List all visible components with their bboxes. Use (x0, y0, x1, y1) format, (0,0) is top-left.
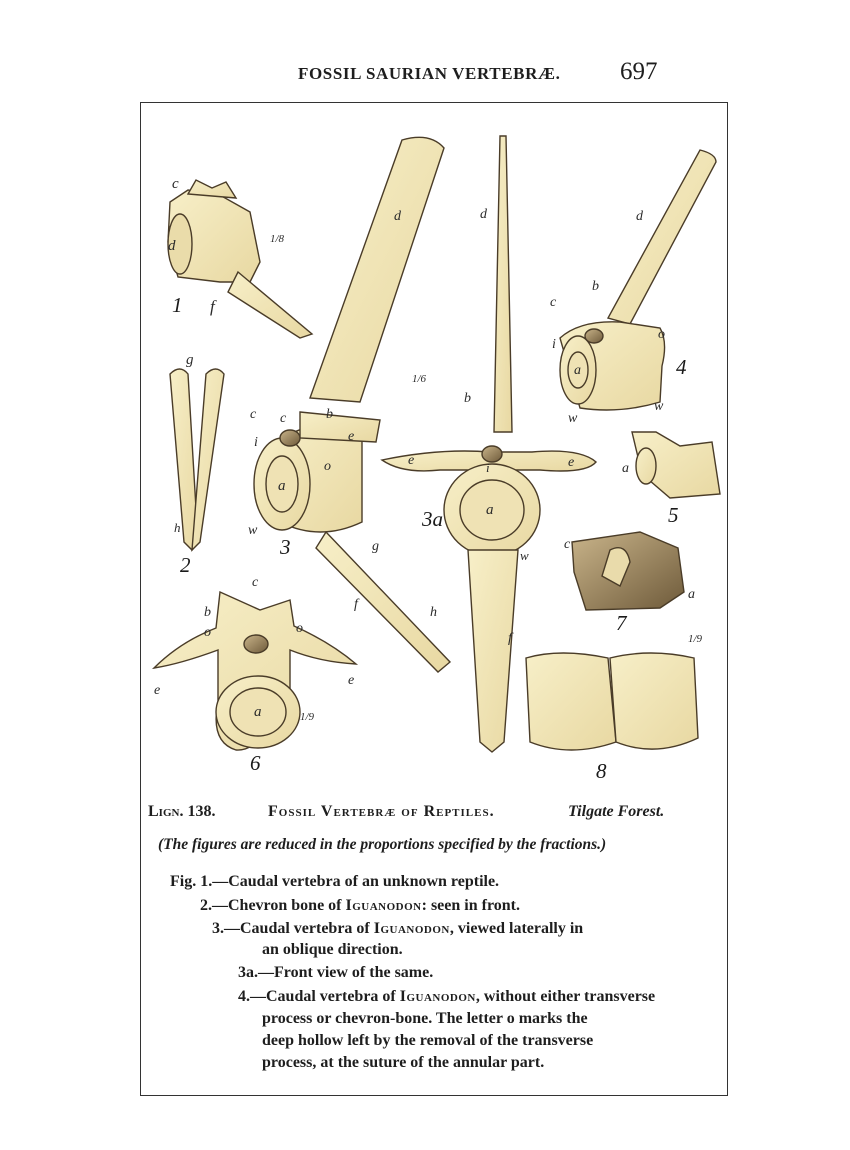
caption-note: (The figures are reduced in the proportions specified by the fractions.) (158, 836, 607, 853)
label-e-3a-right: e (568, 455, 575, 470)
legend-fig3-prefix: 3.— (212, 920, 240, 937)
label-a-7: a (688, 587, 695, 602)
legend-fig3a-text: Front view of the same. (274, 964, 434, 981)
legend-fig3 (212, 920, 583, 938)
caption-title: Fossil Vertebræ of Reptiles. (268, 803, 495, 820)
figure-8-vertebrae-pair (526, 653, 698, 750)
fraction-1-9-fig6: 1/9 (300, 711, 315, 723)
legend-fig2-name: Iguanodon (345, 897, 422, 914)
figure-number-7: 7 (616, 611, 627, 635)
legend-fig1 (170, 873, 499, 891)
label-c-3b: c (280, 411, 287, 426)
label-e-6-left: e (154, 683, 161, 698)
legend-fig4-text-a: Caudal vertebra of (266, 988, 400, 1005)
figure-number-1: 1 (172, 293, 183, 317)
label-g: g (186, 352, 194, 368)
label-o-6-right: o (296, 621, 303, 636)
label-c: c (172, 176, 179, 192)
label-b-3: b (326, 407, 333, 422)
label-h-3: h (430, 605, 437, 620)
label-h: h (174, 520, 181, 535)
label-o-3: o (324, 459, 331, 474)
legend-fig3a (238, 964, 433, 982)
label-a-4: a (574, 363, 581, 378)
label-e-6-right: e (348, 673, 355, 688)
figure-number-8: 8 (596, 759, 607, 783)
figure-number-2: 2 (180, 553, 191, 577)
figure-1-caudal-vertebra (168, 180, 312, 338)
figure-3-caudal-vertebra-iguanodon (254, 137, 450, 672)
legend-fig2 (200, 897, 520, 915)
label-c-3: c (250, 407, 257, 422)
figure-number-4: 4 (676, 355, 687, 379)
label-a-3: a (278, 478, 286, 494)
legend-fig3-cont: an oblique direction. (262, 941, 403, 958)
label-o-6-left: o (204, 625, 211, 640)
figure-number-6: 6 (250, 751, 261, 775)
figure-number-3a: 3a (422, 507, 443, 531)
label-f: f (210, 297, 215, 316)
label-w-3a: w (520, 548, 529, 563)
label-b-3a: b (464, 391, 471, 406)
label-c-6: c (252, 575, 259, 590)
label-g-3: g (372, 539, 379, 554)
label-d-4: d (636, 209, 643, 224)
label-b-4: b (592, 279, 599, 294)
legend-fig4 (238, 988, 655, 1006)
legend-fig4-name: Iguanodon (399, 988, 476, 1005)
legend-fig1-text: Caudal vertebra of an unknown reptile. (228, 873, 500, 890)
legend-fig2-text-b: : seen in front. (421, 897, 520, 914)
label-a-5: a (622, 461, 629, 476)
figure-7-vertebra (572, 532, 684, 610)
legend-fig3-name: Iguanodon (373, 920, 450, 937)
figure-4-caudal-vertebra (560, 150, 716, 410)
label-d: d (168, 238, 176, 254)
fraction-1-9-fig8: 1/9 (688, 633, 703, 645)
figure-number-5: 5 (668, 503, 679, 527)
label-c-4: c (550, 295, 557, 310)
label-a-6: a (254, 704, 262, 720)
label-e-3a-left: e (408, 453, 415, 468)
caption-place: Tilgate Forest. (568, 803, 665, 820)
legend-fig3-text-a: Caudal vertebra of (240, 920, 374, 937)
page-number: 697 (620, 58, 658, 85)
figure-number-3: 3 (280, 535, 291, 559)
label-o-4: o (658, 327, 665, 342)
label-e-3: e (348, 429, 355, 444)
legend-fig4-cont2: deep hollow left by the removal of the transverse (262, 1032, 594, 1049)
fraction-1-8: 1/8 (270, 233, 285, 245)
legend-fig3a-prefix: 3a.— (238, 964, 274, 981)
legend-fig4-cont1: process or chevron-bone. The letter o marks the (262, 1010, 588, 1027)
label-w-4-right: w (654, 399, 664, 414)
label-a-3a: a (486, 502, 494, 518)
legend-fig2-text-a: Chevron bone of (228, 897, 346, 914)
label-w-3: w (248, 523, 258, 538)
page-header (0, 58, 850, 98)
label-i-3: i (254, 435, 258, 450)
label-i-4: i (552, 337, 556, 352)
legend-fig1-prefix: Fig. 1.— (170, 873, 229, 890)
figure-6-vertebra-front (154, 592, 356, 750)
label-c-7: c (564, 537, 571, 552)
running-title: FOSSIL SAURIAN VERTEBRÆ. (298, 64, 561, 83)
legend-fig2-prefix: 2.— (200, 897, 228, 914)
legend-fig4-prefix: 4.— (238, 988, 266, 1005)
label-f-3a: f (508, 631, 512, 646)
label-b-6: b (204, 605, 211, 620)
label-i-3a: i (486, 460, 490, 475)
figure-5-vertebra (632, 432, 720, 498)
legend-fig3-text-b: , viewed laterally in (449, 920, 584, 937)
label-f-3: f (354, 597, 358, 612)
legend-fig4-text-b: , without either transverse (475, 988, 656, 1005)
label-d-3a: d (480, 207, 487, 222)
fossil-plate-illustration (140, 102, 728, 802)
fraction-1-6: 1/6 (412, 373, 427, 385)
label-w-4-left: w (568, 411, 578, 426)
caption-ref: Lign. 138. (148, 803, 216, 820)
label-d-3: d (394, 209, 401, 224)
plate-drawing (140, 102, 728, 802)
legend-fig4-cont3: process, at the suture of the annular part. (262, 1054, 545, 1071)
